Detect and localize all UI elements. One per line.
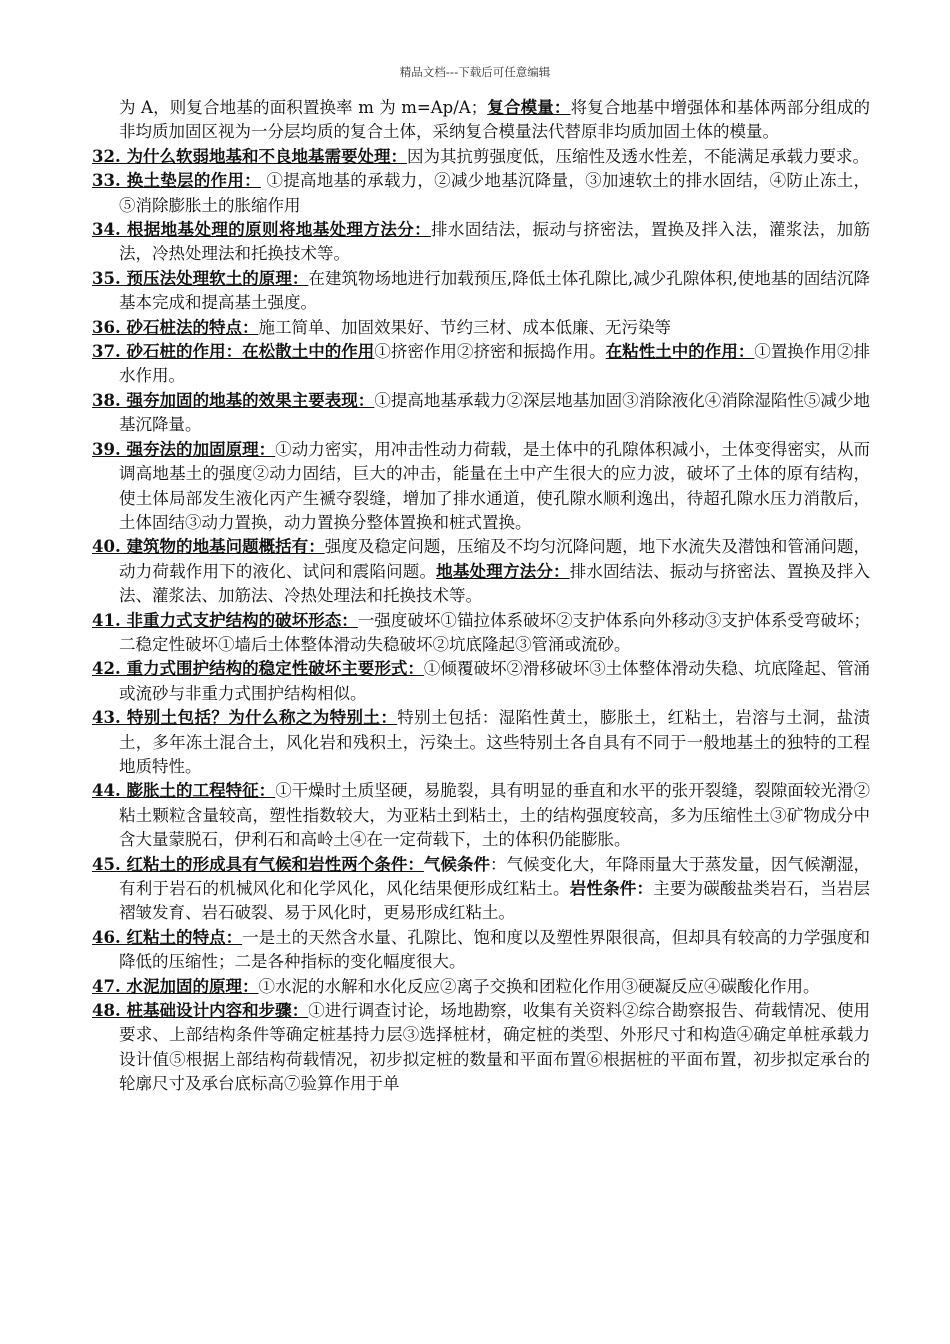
qa-item [92, 316, 870, 340]
document-body [92, 96, 870, 1097]
qa-item [92, 706, 870, 779]
item-text: 将复合地基中增强体和基体两部分组成的非均质加固区视为一分层均质的复合土体，采纳复合模量法代替原非均质加固土体的模量。 [119, 98, 871, 142]
item-title: 40. 建筑物的地基问题概括有： [92, 537, 325, 557]
item-text: ①提高地基的承载力，②减少地基沉降量，③加速软土的排水固结，④防止冻土，⑤消除膨胀土的胀缩作用 [119, 171, 871, 215]
item-text: ①水泥的水解和水化反应②离子交换和团粒化作用③硬凝反应④碳酸化作用。 [258, 976, 820, 996]
item-text: ①动力密实，用冲击性动力荷载，是土体中的孔隙体积减小，土体变得密实，从而调高地基土的强度②动力固结，巨大的冲击，能量在土中产生很大的应力波，破坏了土体的原有结构，使土体局部发生液化丙产生褫夺裂缝，增加了排水通道，使孔隙水顺利逸出，待超孔隙水压力消散后，土体固结③动力置换，动力置换分整体置换和桩式置换。 [119, 439, 871, 532]
qa-item [92, 267, 870, 316]
item-title: 35. 预压法处理软土的原理： [92, 268, 309, 288]
item-text: 因为其抗剪强度低，压缩性及透水性差，不能满足承载力要求。 [406, 146, 869, 166]
item-title: 37. 砂石桩的作用：在松散土中的作用 [92, 342, 375, 362]
qa-item [92, 438, 870, 536]
qa-item [92, 340, 870, 389]
item-text: 排水固结法、振动与挤密法、置换及拌入法、灌浆法、加筋法、冷热处理法和托换技术等。 [119, 561, 871, 606]
item-text: 在建筑物场地进行加载预压,降低土体孔隙比,减少孔隙体积,使地基的固结沉降基本完成和提高基土强度。 [119, 268, 870, 313]
qa-item [92, 96, 870, 145]
item-subtitle: 复合模量： [487, 98, 571, 117]
item-title: 41. 非重力式支护结构的破坏形态： [92, 610, 358, 630]
qa-item [92, 609, 870, 658]
item-title: 32. 为什么软弱地基和不良地基需要处理： [92, 146, 407, 166]
qa-item [92, 389, 870, 438]
item-text: ：气候变化大，年降雨量大于蒸发量，因气候潮湿，有利于岩石的机械风化和化学风化，风化结果便形成红粘土。 [119, 854, 871, 898]
item-text: 为 A，则复合地基的面积置换率 m 为 m=Ap/A； [119, 98, 488, 117]
item-title: 48. 桩基础设计内容和步骤： [92, 1001, 309, 1021]
qa-item [92, 926, 870, 975]
qa-item [92, 535, 870, 608]
item-text: 一强度破坏①锚拉体系破坏②支护体系向外移动③支护体系受弯破坏；二稳定性破坏①墙后土体整体滑动失稳破坏②坑底隆起③管涌或流砂。 [119, 610, 871, 654]
qa-item [92, 218, 870, 267]
qa-item [92, 145, 870, 169]
item-text: 一是土的天然含水量、孔隙比、饱和度以及塑性界限很高，但却具有较高的力学强度和降低的压缩性；二是各种指标的变化幅度很大。 [119, 927, 871, 972]
item-title: 36. 砂石桩法的特点： [92, 317, 259, 337]
qa-item [92, 657, 870, 706]
item-title: 47. 水泥加固的原理： [92, 976, 259, 996]
item-subtitle: 在粘性土中的作用： [605, 342, 755, 362]
item-title: 45. 红粘土的形成具有气候和岩性两个条件： [92, 854, 424, 874]
item-title: 43. 特别土包括？为什么称之为特别土： [92, 708, 398, 728]
page-header: 精品文档---下载后可任意编辑 [399, 65, 551, 79]
item-text: ①倾覆破坏②滑移破坏③土体整体滑动失稳、坑底隆起、管涌或流砂与非重力式围护结构相似。 [119, 659, 871, 703]
item-text: 特别土包括：湿陷性黄土，膨胀土，红粘土，岩溶与土洞，盐渍土，多年冻土混合土，风化岩和残积土，污染土。这些特别土各自具有不同于一般地基土的独特的工程地质特性。 [119, 708, 871, 776]
item-title: 38. 强夯加固的地基的效果主要表现： [92, 390, 375, 410]
item-title: 33. 换土垫层的作用： [92, 171, 261, 191]
qa-item [92, 999, 870, 1097]
item-title: 42. 重力式围护结构的稳定性破坏主要形式： [92, 659, 424, 679]
item-text: ①进行调查讨论，场地勘察，收集有关资料②综合勘察报告、荷载情况、使用要求、上部结构条件等确定桩基持力层③选择桩材，确定桩的类型、外形尺寸和构造④确定单桩承载力设计值⑤根据上部结构荷载情况，初步拟定桩的数量和平面布置⑥根据桩的平面布置，初步拟定承台的轮廓尺寸及承台底标高⑦验算作用于单 [119, 1001, 871, 1094]
item-text: ①干燥时土质坚硬，易脆裂，具有明显的垂直和水平的张开裂缝，裂隙面较光滑②粘土颗粒含量较高，塑性指数较大，为亚粘土到粘土，土的结构强度较高，多为压缩性土③矿物成分中含大量蒙脱石，伊利石和高岭土④在一定荷载下，土的体积仍能膨胀。 [119, 781, 871, 850]
item-text: ①挤密作用②挤密和振捣作用。 [374, 342, 606, 362]
item-text: 排水固结法，振动与挤密法，置换及拌入法，灌浆法，加筋法，冷热处理法和托换技术等。 [119, 220, 871, 264]
item-title: 39. 强夯法的加固原理： [92, 439, 276, 459]
item-title: 46. 红粘土的特点： [92, 927, 243, 947]
item-text: 主要为碳酸盐类岩石，当岩层褶皱发育、岩石破裂、易于风化时，更易形成红粘土。 [119, 879, 871, 923]
qa-item [92, 169, 870, 218]
item-text: ①提高地基承载力②深层地基加固③消除液化④消除湿陷性⑤减少地基沉降量。 [119, 390, 871, 435]
item-text: ①置换作用②排水作用。 [119, 342, 871, 386]
qa-item [92, 853, 870, 926]
item-title: 44. 膨胀土的工程特征： [92, 781, 276, 801]
qa-item [92, 779, 870, 852]
item-subtitle: 地基处理方法分： [436, 561, 570, 581]
qa-item [92, 975, 870, 999]
item-text: 强度及稳定问题，压缩及不均匀沉降问题，地下水流失及潜蚀和管涌问题，动力荷载作用下的液化、试问和震陷问题。 [119, 537, 871, 581]
item-subtitle: 岩性条件： [569, 879, 654, 898]
item-text: 施工简单、加固效果好、节约三材、成本低廉、无污染等 [258, 317, 671, 337]
item-title: 34. 根据地基处理的原则将地基处理方法分： [92, 220, 432, 240]
item-subtitle: 气候条件 [423, 854, 490, 874]
